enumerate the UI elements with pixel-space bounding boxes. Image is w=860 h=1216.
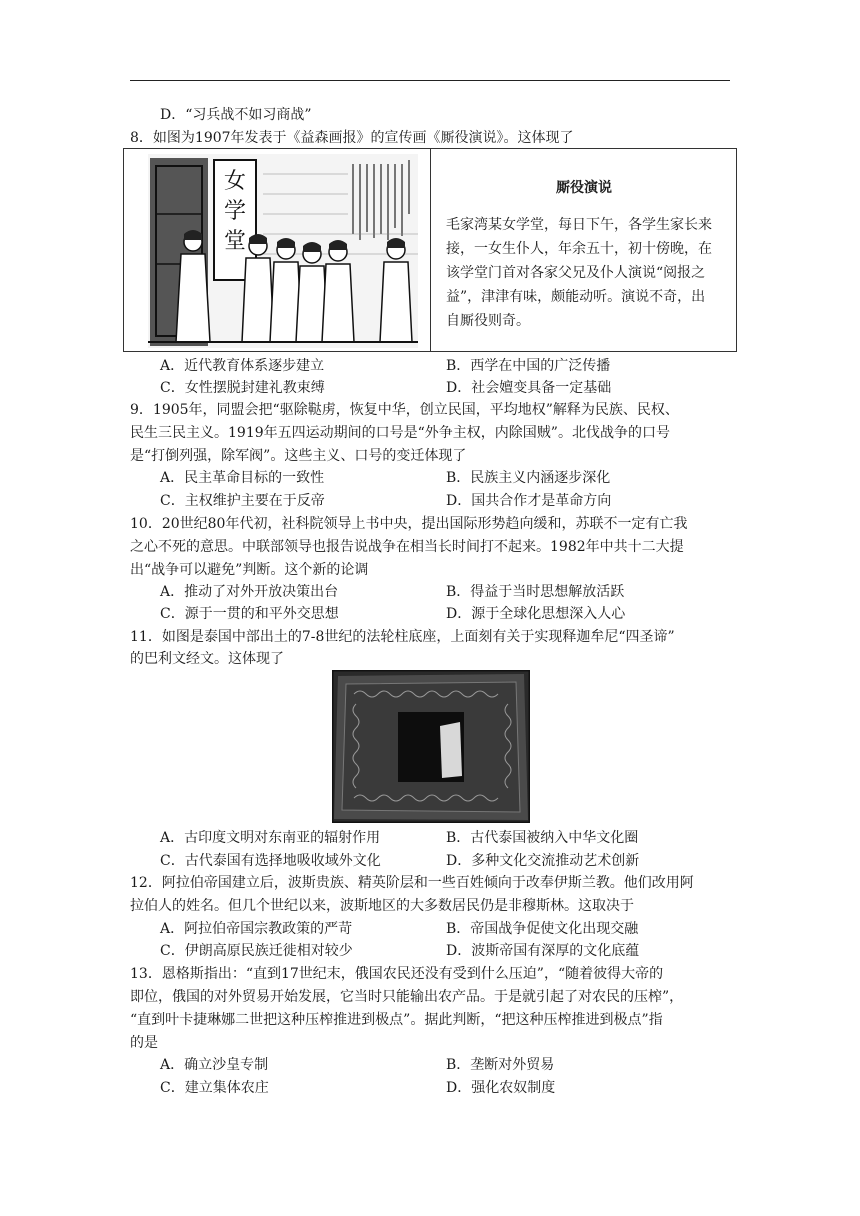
q11-line-2: 的巴利文经文。这体现了 bbox=[130, 651, 284, 667]
caption-line: 接，一女生仆人，年余五十，初十傍晚，在 bbox=[446, 241, 712, 257]
q9-line-1: 9．1905年，同盟会把“驱除鞑虏，恢复中华，创立民国，平均地权”解释为民族、民权、 bbox=[130, 402, 679, 418]
figure-caption-text bbox=[446, 213, 732, 333]
propaganda-cartoon-image bbox=[148, 154, 418, 348]
q8-option-a: A．近代教育体系逐步建立 bbox=[160, 358, 325, 374]
q9-option-b: B．民族主义内涵逐步深化 bbox=[446, 470, 611, 486]
q10-line-1: 10．20世纪80年代初，社科院领导上书中央，提出国际形势趋向缓和，苏联不一定有亡我 bbox=[130, 516, 688, 532]
sign-char-2: 学 bbox=[223, 199, 247, 224]
q12-option-a: A．阿拉伯帝国宗教政策的严苛 bbox=[160, 921, 353, 937]
caption-line: 自厮役则奇。 bbox=[446, 313, 530, 329]
q8-option-d: D．社会嬗变具备一定基础 bbox=[446, 380, 612, 396]
q10-option-a: A．推动了对外开放决策出台 bbox=[160, 584, 339, 600]
q9-line-3: 是“打倒列强，除军阀”。这些主义、口号的变迁体现了 bbox=[130, 448, 467, 464]
q10-line-3: 出“战争可以避免”判断。这个新的论调 bbox=[130, 562, 369, 578]
dharma-wheel-base-photo bbox=[332, 670, 530, 823]
q12-line-2: 拉伯人的姓名。但几个世纪以来，波斯地区的大多数居民仍是非穆斯林。这取决于 bbox=[130, 898, 634, 914]
q11-line-1: 11．如图是泰国中部出土的7-8世纪的法轮柱底座，上面刻有关于实现释迦牟尼“四圣谛” bbox=[130, 629, 675, 645]
q13-option-a: A．确立沙皇专制 bbox=[160, 1057, 269, 1073]
q7-option-d: D．“习兵战不如习商战” bbox=[160, 107, 312, 123]
q13-line-3: “直到叶卡捷琳娜二世把这种压榨推进到极点”。据此判断，“把这种压榨推进到极点”指 bbox=[130, 1012, 663, 1028]
q12-line-1: 12．阿拉伯帝国建立后，波斯贵族、精英阶层和一些百姓倾向于改奉伊斯兰教。他们改用阿 bbox=[130, 875, 694, 891]
q11-option-d: D．多种文化交流推动艺术创新 bbox=[446, 853, 640, 869]
header-rule bbox=[130, 80, 730, 81]
q13-line-2: 即位，俄国的对外贸易开始发展，它当时只能输出农产品。于是就引起了对农民的压榨”， bbox=[130, 989, 684, 1005]
q12-option-b: B．帝国战争促使文化出现交融 bbox=[446, 921, 639, 937]
q13-option-c: C．建立集体农庄 bbox=[160, 1080, 269, 1096]
q11-option-a: A．古印度文明对东南亚的辐射作用 bbox=[160, 830, 381, 846]
q10-option-b: B．得益于当时思想解放活跃 bbox=[446, 584, 625, 600]
q8-option-c: C．女性摆脱封建礼教束缚 bbox=[160, 380, 325, 396]
sign-char-1: 女 bbox=[223, 169, 247, 194]
q10-line-2: 之心不死的意思。中联部领导也报告说战争在相当长时间打不起来。1982年中共十二大提 bbox=[130, 539, 684, 555]
q11-option-b: B．古代泰国被纳入中华文化圈 bbox=[446, 830, 639, 846]
q9-option-d: D．国共合作才是革命方向 bbox=[446, 493, 612, 509]
q9-line-2: 民生三民主义。1919年五四运动期间的口号是“外争主权，内除国贼”。北伐战争的口号 bbox=[130, 425, 670, 441]
q9-option-c: C．主权维护主要在于反帝 bbox=[160, 493, 325, 509]
q13-line-4: 的是 bbox=[130, 1035, 158, 1051]
q8-figure-table bbox=[123, 148, 737, 352]
caption-line: 益”，津津有味，颇能动听。演说不奇，出 bbox=[446, 289, 706, 305]
q13-option-b: B．垄断对外贸易 bbox=[446, 1057, 555, 1073]
caption-line: 该学堂门首对各家父兄及仆人演说“阅报之 bbox=[446, 265, 706, 281]
caption-line: 毛家湾某女学堂，每日下午，各学生家长来 bbox=[446, 217, 712, 233]
q13-option-d: D．强化农奴制度 bbox=[446, 1080, 556, 1096]
q11-option-c: C．古代泰国有选择地吸收域外文化 bbox=[160, 853, 381, 869]
q8-stem: 8．如图为1907年发表于《益森画报》的宣传画《厮役演说》。这体现了 bbox=[130, 130, 574, 146]
q12-option-d: D．波斯帝国有深厚的文化底蕴 bbox=[446, 943, 640, 959]
q10-option-d: D．源于全球化思想深入人心 bbox=[446, 606, 626, 622]
figure-caption-title: 厮役演说 bbox=[556, 180, 612, 196]
sign-char-3: 堂 bbox=[223, 229, 247, 254]
q8-option-b: B．西学在中国的广泛传播 bbox=[446, 358, 611, 374]
q10-option-c: C．源于一贯的和平外交思想 bbox=[160, 606, 339, 622]
q13-line-1: 13．恩格斯指出：“直到17世纪末，俄国农民还没有受到什么压迫”，“随着彼得大帝的 bbox=[130, 966, 664, 982]
q12-option-c: C．伊朗高原民族迁徙相对较少 bbox=[160, 943, 353, 959]
q9-option-a: A．民主革命目标的一致性 bbox=[160, 470, 325, 486]
